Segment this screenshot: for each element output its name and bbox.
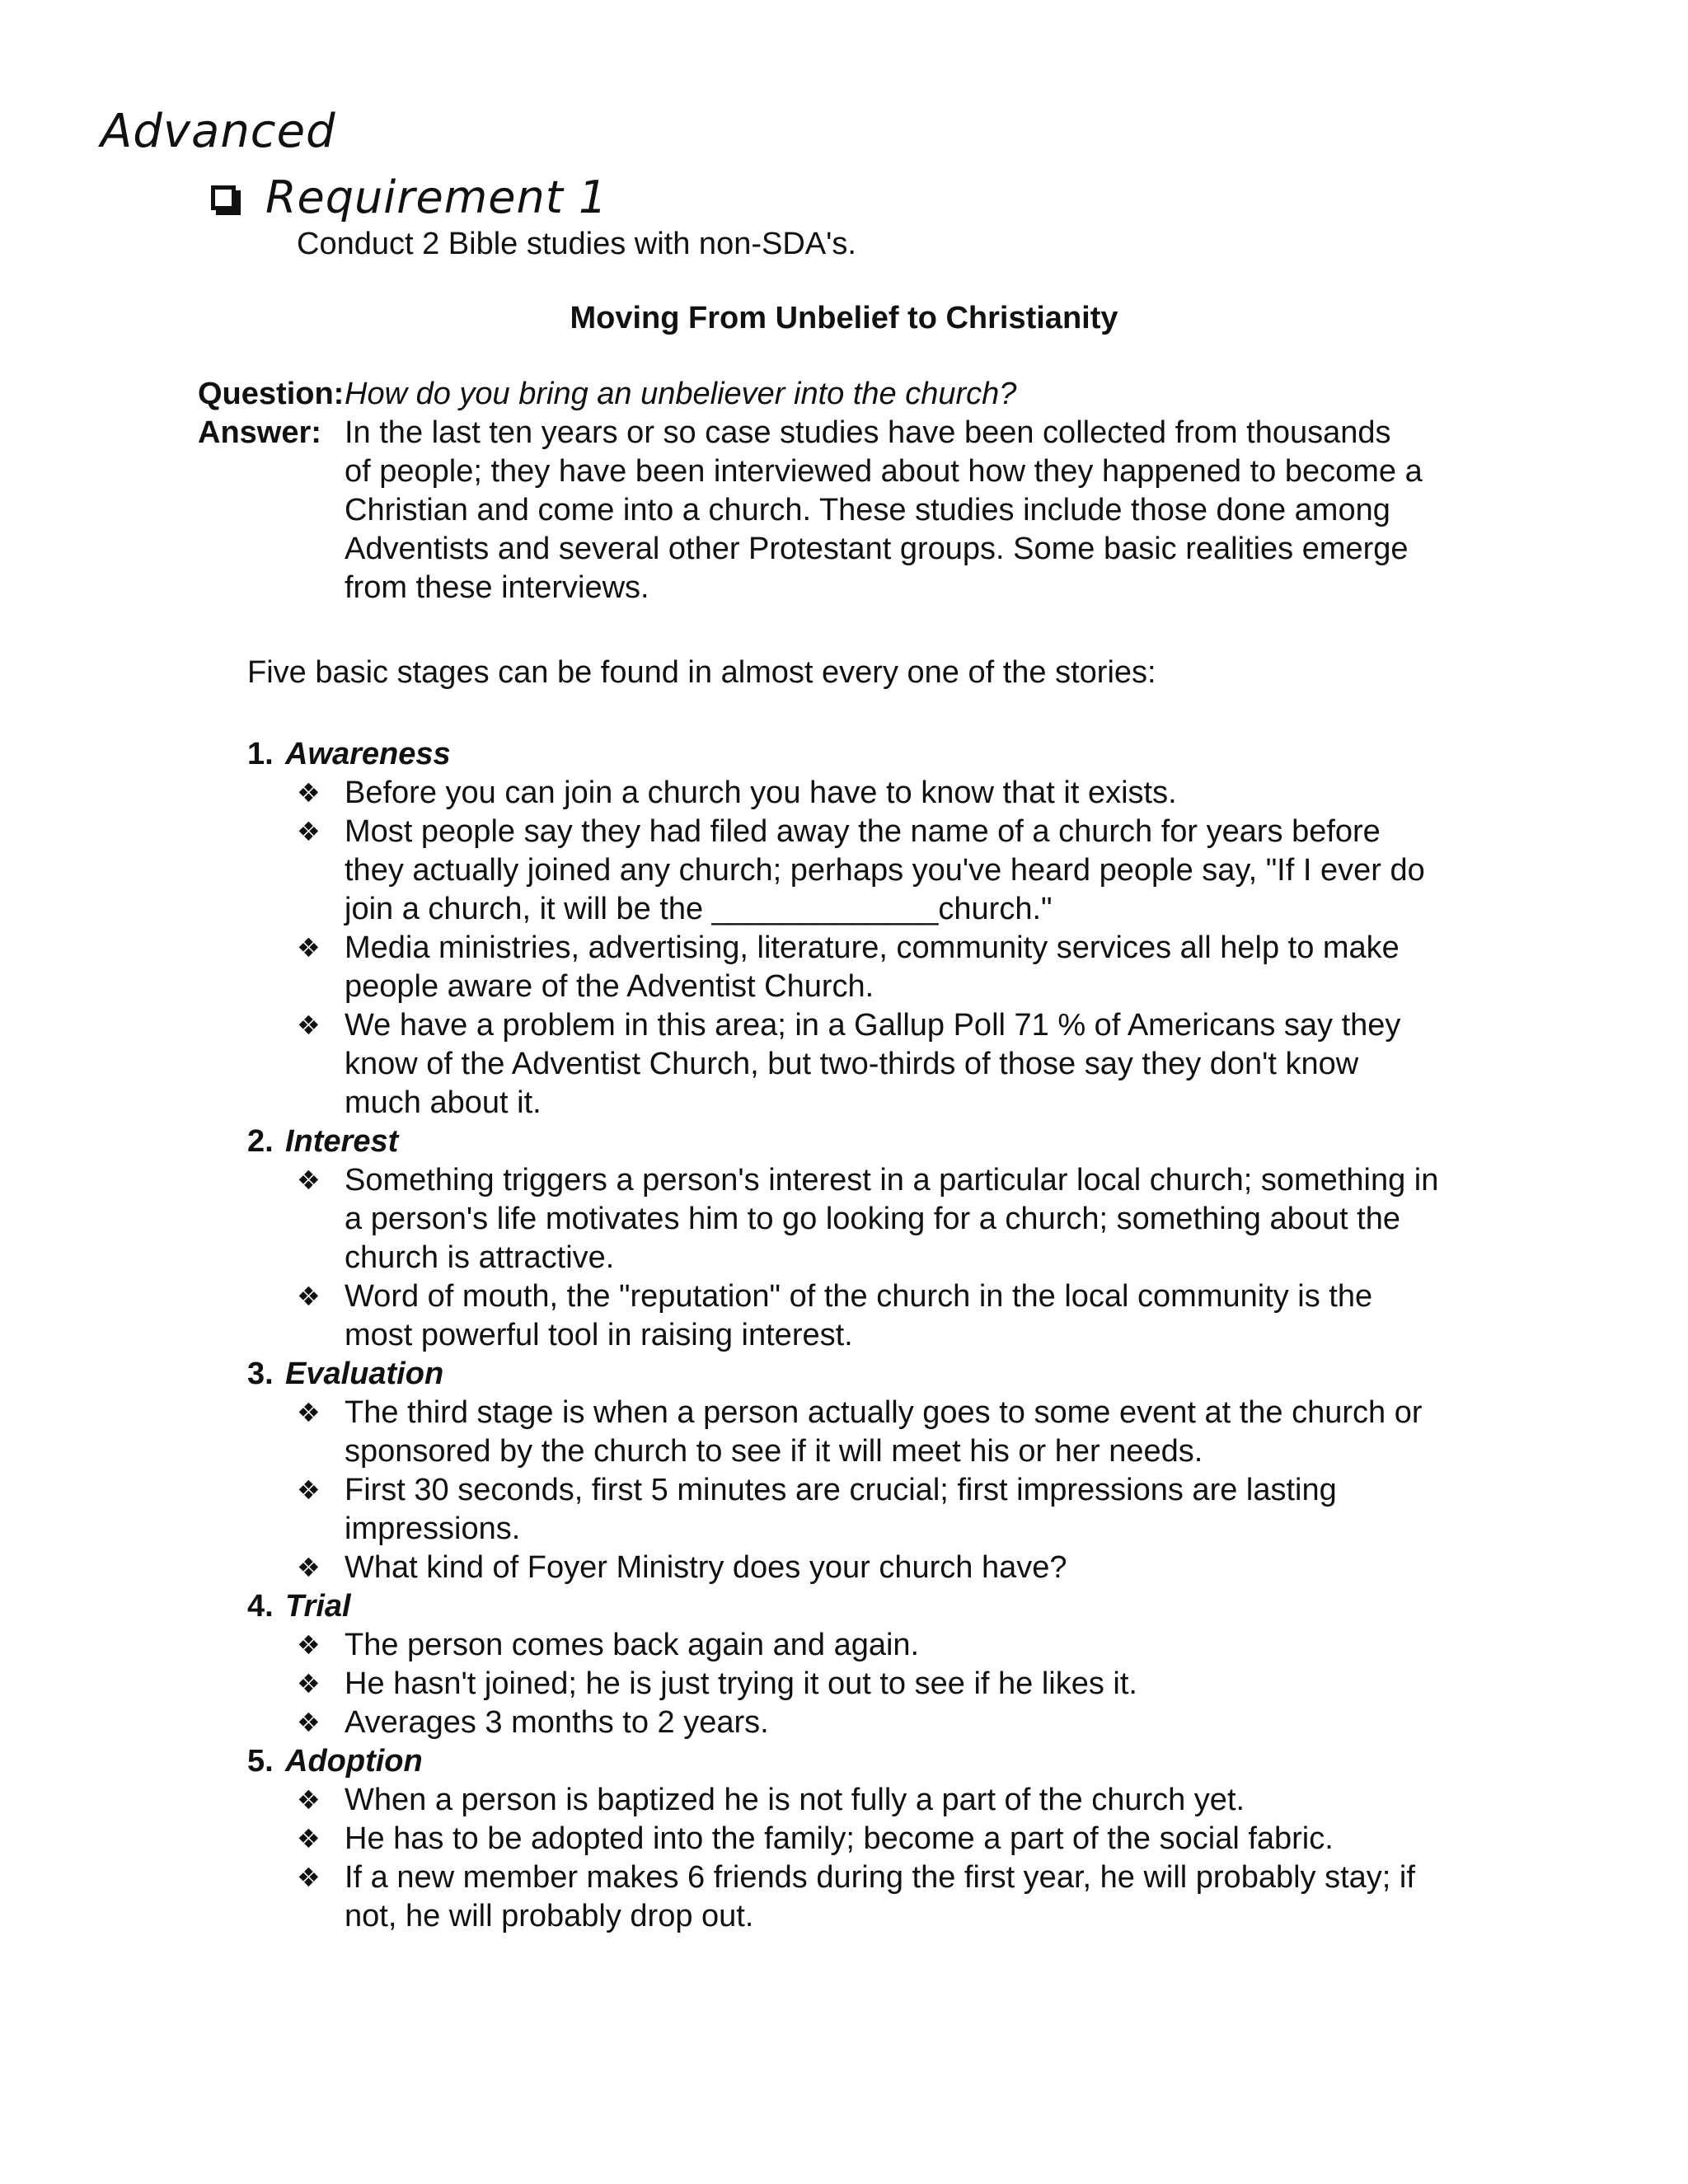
document-title: Moving From Unbelief to Christianity xyxy=(570,301,1118,335)
bullet-list xyxy=(247,1781,1451,1936)
bullet-item xyxy=(247,1781,1451,1820)
bullet-text: Something triggers a person's interest in a particular local church; something in a person's life motivates him to go looking for a church; something about the church is attractive. xyxy=(345,1163,1439,1275)
stages-list xyxy=(247,735,1451,1936)
stage-number: 5. xyxy=(247,1744,274,1779)
bullet-list xyxy=(247,774,1451,1122)
stage-name: Interest xyxy=(285,1124,399,1159)
bullet-item xyxy=(247,1161,1451,1277)
bullet-list xyxy=(247,1394,1451,1587)
question-answer xyxy=(198,375,1451,607)
stage-number: 4. xyxy=(247,1589,274,1624)
bullet-item xyxy=(247,929,1451,1006)
question-row xyxy=(198,375,1451,414)
bullet-item xyxy=(247,1858,1451,1936)
stage-item xyxy=(247,1587,1451,1742)
stage-item xyxy=(247,735,1451,1122)
diamond-bullet-icon: ❖ xyxy=(297,932,321,963)
diamond-bullet-icon: ❖ xyxy=(297,1823,321,1854)
bullet-item xyxy=(247,1820,1451,1858)
bullet-text: Most people say they had filed away the name of a church for years before they actually joined any church; perhaps you've heard people say, "If I ever do join a church, it will be the _____________church." xyxy=(345,814,1425,926)
diamond-bullet-icon: ❖ xyxy=(297,1707,321,1738)
stage-heading xyxy=(247,735,1451,774)
bullet-item xyxy=(247,1549,1451,1587)
bullet-list xyxy=(247,1626,1451,1742)
stages-intro: Five basic stages can be found in almost every one of the stories: xyxy=(247,655,1156,690)
diamond-bullet-icon: ❖ xyxy=(297,1397,321,1428)
stage-item xyxy=(247,1355,1451,1587)
bullet-text: We have a problem in this area; in a Gallup Poll 71 % of Americans say they know of the Adventist Church, but two-thirds of those say they don't know much about it. xyxy=(345,1008,1401,1120)
answer-label: Answer: xyxy=(198,415,321,450)
diamond-bullet-icon: ❖ xyxy=(297,777,321,808)
diamond-bullet-icon: ❖ xyxy=(297,816,321,847)
bullet-text: If a new member makes 6 friends during the first year, he will probably stay; if not, he will probably drop out. xyxy=(345,1860,1415,1933)
bullet-item xyxy=(247,1006,1451,1122)
bullet-list xyxy=(247,1161,1451,1355)
diamond-bullet-icon: ❖ xyxy=(297,1862,321,1893)
diamond-bullet-icon: ❖ xyxy=(297,1010,321,1041)
bullet-text: The third stage is when a person actually goes to some event at the church or sponsored by the church to see if it will meet his or her needs. xyxy=(345,1395,1423,1469)
stage-heading xyxy=(247,1355,1451,1394)
bullet-text: He has to be adopted into the family; become a part of the social fabric. xyxy=(345,1821,1334,1856)
stage-item xyxy=(247,1742,1451,1936)
diamond-bullet-icon: ❖ xyxy=(297,1784,321,1816)
stage-heading xyxy=(247,1742,1451,1781)
bullet-text: Word of mouth, the "reputation" of the church in the local community is the most powerful tool in raising interest. xyxy=(345,1279,1373,1352)
stage-item xyxy=(247,1122,1451,1355)
diamond-bullet-icon: ❖ xyxy=(297,1629,321,1661)
stage-name: Awareness xyxy=(285,737,451,771)
diamond-bullet-icon: ❖ xyxy=(297,1281,321,1312)
diamond-bullet-icon: ❖ xyxy=(297,1668,321,1699)
stage-number: 3. xyxy=(247,1357,274,1391)
stage-heading xyxy=(247,1587,1451,1626)
checkbox-icon[interactable] xyxy=(211,185,236,210)
diamond-bullet-icon: ❖ xyxy=(297,1165,321,1196)
bullet-text: He hasn't joined; he is just trying it out to see if he likes it. xyxy=(345,1666,1137,1701)
bullet-text: Media ministries, advertising, literature, community services all help to make people aware of the Adventist Church. xyxy=(345,930,1400,1004)
bullet-text: What kind of Foyer Ministry does your church have? xyxy=(345,1550,1067,1585)
stage-heading xyxy=(247,1122,1451,1161)
bullet-text: First 30 seconds, first 5 minutes are crucial; first impressions are lasting impressions. xyxy=(345,1473,1337,1546)
section-heading: Advanced xyxy=(101,105,336,158)
bullet-text: When a person is baptized he is not fully a part of the church yet. xyxy=(345,1783,1245,1817)
bullet-item xyxy=(247,1626,1451,1665)
question-label: Question: xyxy=(198,377,345,411)
stage-name: Evaluation xyxy=(285,1357,444,1391)
bullet-item xyxy=(247,1665,1451,1704)
stage-number: 1. xyxy=(247,737,274,771)
answer-text: In the last ten years or so case studies have been collected from thousands of people; they have been interviewed about how they happened to become a Christian and come into a church. These studies include those done among Adventists and several other Protestant groups. Some basic realities emerge from these interviews. xyxy=(345,415,1423,605)
bullet-item xyxy=(247,774,1451,813)
answer-row xyxy=(198,414,1451,607)
bullet-text: Before you can join a church you have to know that it exists. xyxy=(345,776,1177,810)
requirement-title: Requirement 1 xyxy=(265,171,608,223)
diamond-bullet-icon: ❖ xyxy=(297,1552,321,1583)
question-text: How do you bring an unbeliever into the church? xyxy=(345,377,1017,411)
diamond-bullet-icon: ❖ xyxy=(297,1474,321,1506)
stage-number: 2. xyxy=(247,1124,274,1159)
bullet-item xyxy=(247,1394,1451,1471)
requirement-description: Conduct 2 Bible studies with non-SDA's. xyxy=(297,227,856,261)
bullet-item xyxy=(247,813,1451,929)
bullet-item xyxy=(247,1471,1451,1549)
stage-name: Adoption xyxy=(285,1744,423,1779)
stage-name: Trial xyxy=(285,1589,351,1624)
bullet-text: The person comes back again and again. xyxy=(345,1628,920,1662)
requirement-row xyxy=(211,165,607,231)
bullet-item xyxy=(247,1704,1451,1742)
bullet-item xyxy=(247,1277,1451,1355)
bullet-text: Averages 3 months to 2 years. xyxy=(345,1705,769,1740)
